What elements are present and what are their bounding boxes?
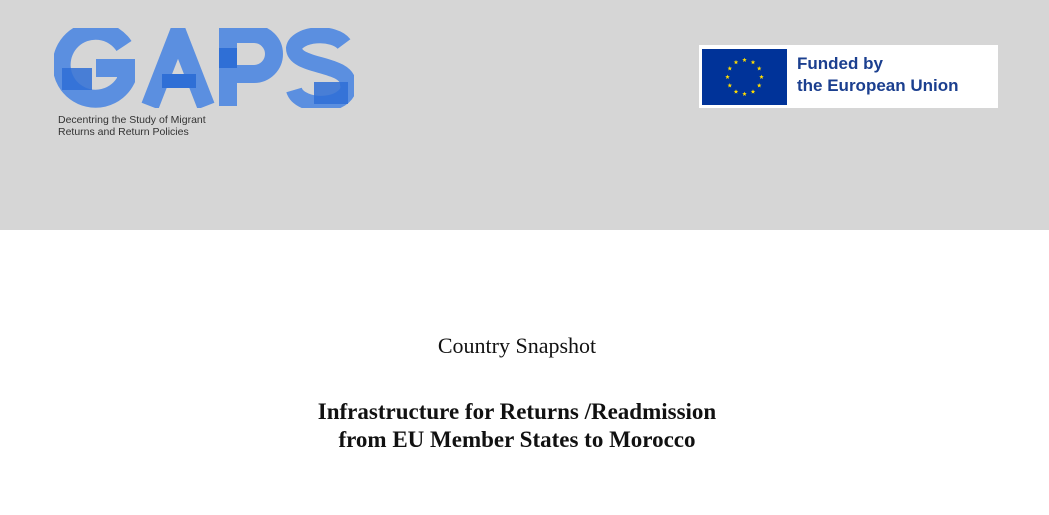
document-title-line2: from EU Member States to Morocco: [338, 427, 696, 452]
eu-star-icon: [751, 89, 756, 93]
eu-star-icon: [728, 83, 733, 87]
eu-star-icon: [734, 60, 739, 64]
eu-funding-text: [797, 53, 959, 97]
eu-funding-badge: [699, 45, 998, 108]
gaps-tagline: [58, 114, 206, 138]
eu-star-icon: [759, 75, 764, 79]
eu-star-icon: [757, 83, 762, 87]
gaps-tagline-line2: Returns and Return Policies: [58, 126, 189, 138]
document-title: [0, 398, 1034, 454]
eu-star-icon: [751, 60, 756, 64]
header-band: [0, 0, 1049, 230]
eu-star-icon: [757, 66, 762, 70]
eu-stars-graphic: [702, 49, 787, 105]
eu-star-icon: [725, 75, 730, 79]
document-subtitle: Country Snapshot: [437, 333, 597, 358]
document-title-line1: Infrastructure for Returns /Readmission: [317, 399, 717, 424]
eu-funding-line1: Funded by: [797, 54, 883, 73]
gaps-logo: [54, 28, 354, 148]
eu-star-icon: [728, 66, 733, 70]
gaps-wordmark-graphic: [54, 28, 354, 108]
eu-star-icon: [734, 89, 739, 93]
eu-star-icon: [742, 58, 747, 62]
gaps-tagline-line1: Decentring the Study of Migrant: [58, 114, 206, 126]
eu-funding-line2: the European Union: [797, 76, 959, 95]
eu-flag-icon: [702, 49, 787, 105]
eu-star-icon: [742, 92, 747, 96]
